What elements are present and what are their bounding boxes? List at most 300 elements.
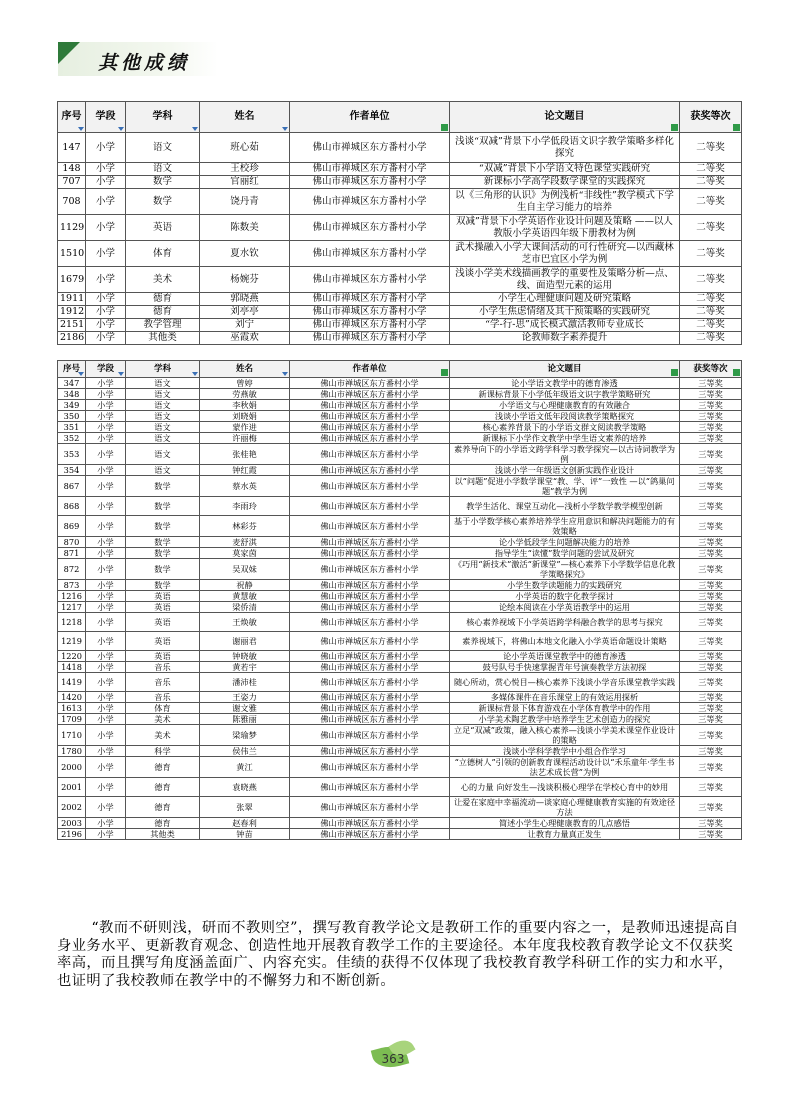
cell-stage: 小学 — [86, 241, 126, 267]
cell-title: 新课标背景下小学低年级语文识字教学策略研究 — [450, 389, 680, 400]
cell-award: 三等奖 — [680, 651, 742, 662]
col-award[interactable]: 获奖等次 — [680, 102, 742, 133]
table-row — [58, 591, 742, 602]
cell-stage: 小学 — [86, 378, 126, 389]
table-row — [58, 757, 742, 778]
cell-unit: 佛山市禅城区东方番村小学 — [290, 176, 450, 189]
cell-seq: 2002 — [58, 797, 86, 818]
cell-unit: 佛山市禅城区东方番村小学 — [290, 559, 450, 580]
cell-unit: 佛山市禅城区东方番村小学 — [290, 306, 450, 319]
cell-title: 让爱在家庭中幸福流动—谈家庭心理健康教育实施的有效途径方法 — [450, 797, 680, 818]
cell-seq: 870 — [58, 537, 86, 548]
cell-subject: 数学 — [126, 176, 200, 189]
cell-stage: 小学 — [86, 176, 126, 189]
cell-stage: 小学 — [86, 673, 126, 692]
filter-arrow-icon[interactable] — [78, 127, 84, 131]
cell-seq: 148 — [58, 163, 86, 176]
table-row — [58, 389, 742, 400]
cell-subject: 音乐 — [126, 662, 200, 673]
cell-subject: 英语 — [126, 632, 200, 651]
cell-stage: 小学 — [86, 411, 126, 422]
cell-subject: 德育 — [126, 797, 200, 818]
cell-title: “学-行-思”成长模式激活教师专业成长 — [450, 319, 680, 332]
cell-award: 三等奖 — [680, 778, 742, 797]
page-number-badge — [371, 1040, 421, 1080]
cell-stage: 小学 — [86, 613, 126, 632]
table-row — [58, 241, 742, 267]
cell-subject: 语文 — [126, 378, 200, 389]
cell-title: 论小学英语课堂教学中的德育渗透 — [450, 651, 680, 662]
cell-unit: 佛山市禅城区东方番村小学 — [290, 778, 450, 797]
cell-name: 莫家茵 — [200, 548, 290, 559]
cell-award: 二等奖 — [680, 306, 742, 319]
cell-subject: 其他类 — [126, 332, 200, 345]
cell-subject: 数学 — [126, 189, 200, 215]
cell-award: 二等奖 — [680, 267, 742, 293]
cell-stage: 小学 — [86, 746, 126, 757]
cell-name: 曾婷 — [200, 378, 290, 389]
cell-award: 三等奖 — [680, 476, 742, 497]
cell-seq: 1912 — [58, 306, 86, 319]
cell-unit: 佛山市禅城区东方番村小学 — [290, 497, 450, 516]
cell-title: 论绘本阅读在小学英语教学中的运用 — [450, 602, 680, 613]
cell-subject: 英语 — [126, 602, 200, 613]
col-seq[interactable]: 序号 — [58, 102, 86, 133]
cell-title: 小学英语的数字化教学探讨 — [450, 591, 680, 602]
cell-subject: 数学 — [126, 497, 200, 516]
table-row — [58, 332, 742, 345]
filter-active-icon[interactable] — [733, 124, 740, 131]
col-title[interactable]: 论文题目 — [450, 102, 680, 133]
cell-name: 巫霞欢 — [200, 332, 290, 345]
table-row — [58, 602, 742, 613]
cell-unit: 佛山市禅城区东方番村小学 — [290, 293, 450, 306]
cell-unit: 佛山市禅城区东方番村小学 — [290, 613, 450, 632]
cell-unit: 佛山市禅城区东方番村小学 — [290, 692, 450, 703]
table-row — [58, 714, 742, 725]
table-row — [58, 725, 742, 746]
cell-seq: 1129 — [58, 215, 86, 241]
cell-name: 谢文雅 — [200, 703, 290, 714]
cell-unit: 佛山市禅城区东方番村小学 — [290, 241, 450, 267]
filter-arrow-icon[interactable] — [118, 127, 124, 131]
cell-subject: 教学管理 — [126, 319, 200, 332]
cell-award: 三等奖 — [680, 818, 742, 829]
filter-active-icon[interactable] — [441, 124, 448, 131]
cell-title: 论小学语文教学中的德育渗透 — [450, 378, 680, 389]
cell-stage: 小学 — [86, 651, 126, 662]
table-row — [58, 400, 742, 411]
cell-unit: 佛山市禅城区东方番村小学 — [290, 319, 450, 332]
cell-subject: 科学 — [126, 746, 200, 757]
cell-name: 梁侨清 — [200, 602, 290, 613]
cell-seq: 1218 — [58, 613, 86, 632]
cell-subject: 英语 — [126, 591, 200, 602]
table-row — [58, 778, 742, 797]
col-subject[interactable]: 学科 — [126, 361, 200, 378]
cell-award: 二等奖 — [680, 215, 742, 241]
filter-arrow-icon[interactable] — [118, 372, 124, 376]
table-row — [58, 516, 742, 537]
cell-unit: 佛山市禅城区东方番村小学 — [290, 163, 450, 176]
table-row — [58, 692, 742, 703]
cell-title: 新课标下小学作文教学中学生语文素养的培养 — [450, 433, 680, 444]
cell-seq: 354 — [58, 465, 86, 476]
cell-seq: 1216 — [58, 591, 86, 602]
cell-subject: 英语 — [126, 651, 200, 662]
cell-subject: 语文 — [126, 133, 200, 163]
table-row — [58, 476, 742, 497]
cell-title: 心的力量 向好发生—浅谈积极心理学在学校心育中的妙用 — [450, 778, 680, 797]
table-row — [58, 411, 742, 422]
cell-subject: 语文 — [126, 465, 200, 476]
cell-award: 三等奖 — [680, 537, 742, 548]
cell-unit: 佛山市禅城区东方番村小学 — [290, 267, 450, 293]
filter-active-icon[interactable] — [671, 369, 678, 376]
table-row — [58, 163, 742, 176]
cell-title: 以《三角形的认识》为例浅析“非线性”教学模式下学生自主学习能力的培养 — [450, 189, 680, 215]
cell-seq: 1911 — [58, 293, 86, 306]
cell-stage: 小学 — [86, 714, 126, 725]
cell-title: 浅谈小学美术线描画教学的重要性及策略分析—点、线、面造型元素的运用 — [450, 267, 680, 293]
table-header-row — [58, 102, 742, 133]
filter-arrow-icon[interactable] — [192, 372, 198, 376]
cell-stage: 小学 — [86, 465, 126, 476]
col-title[interactable]: 论文题目 — [450, 361, 680, 378]
col-unit[interactable]: 作者单位 — [290, 102, 450, 133]
col-seq[interactable]: 序号 — [58, 361, 86, 378]
cell-unit: 佛山市禅城区东方番村小学 — [290, 537, 450, 548]
cell-title: 指导学生“读懂”数学问题的尝试及研究 — [450, 548, 680, 559]
cell-title: “双减”背景下小学语文特色课堂实践研究 — [450, 163, 680, 176]
filter-arrow-icon[interactable] — [282, 372, 288, 376]
cell-award: 二等奖 — [680, 163, 742, 176]
cell-unit: 佛山市禅城区东方番村小学 — [290, 516, 450, 537]
section-banner — [58, 42, 218, 76]
cell-name: 钟晓敏 — [200, 651, 290, 662]
cell-award: 三等奖 — [680, 602, 742, 613]
cell-seq: 2186 — [58, 332, 86, 345]
cell-stage: 小学 — [86, 433, 126, 444]
cell-stage: 小学 — [86, 757, 126, 778]
cell-award: 三等奖 — [680, 411, 742, 422]
cell-award: 三等奖 — [680, 378, 742, 389]
cell-stage: 小学 — [86, 189, 126, 215]
cell-stage: 小学 — [86, 133, 126, 163]
cell-seq: 1217 — [58, 602, 86, 613]
cell-award: 三等奖 — [680, 497, 742, 516]
cell-unit: 佛山市禅城区东方番村小学 — [290, 465, 450, 476]
cell-seq: 869 — [58, 516, 86, 537]
cell-stage: 小学 — [86, 163, 126, 176]
cell-seq: 1219 — [58, 632, 86, 651]
cell-award: 三等奖 — [680, 591, 742, 602]
cell-seq: 1679 — [58, 267, 86, 293]
cell-subject: 音乐 — [126, 673, 200, 692]
table-row — [58, 378, 742, 389]
cell-name: 侯伟兰 — [200, 746, 290, 757]
cell-name: 祝静 — [200, 580, 290, 591]
cell-name: 钟红霞 — [200, 465, 290, 476]
cell-subject: 德育 — [126, 757, 200, 778]
cell-seq: 347 — [58, 378, 86, 389]
cell-subject: 语文 — [126, 400, 200, 411]
filter-active-icon[interactable] — [671, 124, 678, 131]
cell-seq: 708 — [58, 189, 86, 215]
cell-subject: 美术 — [126, 725, 200, 746]
cell-title: 新课标小学高学段数学课堂的实践探究 — [450, 176, 680, 189]
cell-title: 新课标背景下体育游戏在小学体育教学中的作用 — [450, 703, 680, 714]
cell-name: 黄若宇 — [200, 662, 290, 673]
cell-award: 三等奖 — [680, 613, 742, 632]
table-row — [58, 548, 742, 559]
cell-seq: 868 — [58, 497, 86, 516]
cell-title: 论教师数字素养提升 — [450, 332, 680, 345]
table-header-row — [58, 361, 742, 378]
section-title: 其他成绩 — [98, 52, 191, 74]
cell-title: 小学生心理健康问题及研究策略 — [450, 293, 680, 306]
cell-name: 梁瑜梦 — [200, 725, 290, 746]
cell-unit: 佛山市禅城区东方番村小学 — [290, 757, 450, 778]
col-stage[interactable]: 学段 — [86, 102, 126, 133]
cell-title: “立德树人”引领的创新教育课程活动设计以“禾乐童年·学生书法艺术成长营”为例 — [450, 757, 680, 778]
cell-award: 三等奖 — [680, 516, 742, 537]
cell-name: 赵春利 — [200, 818, 290, 829]
col-subject[interactable]: 学科 — [126, 102, 200, 133]
cell-award: 二等奖 — [680, 241, 742, 267]
filter-active-icon[interactable] — [733, 369, 740, 376]
cell-name: 钟苗 — [200, 829, 290, 840]
table-row — [58, 703, 742, 714]
filter-active-icon[interactable] — [441, 369, 448, 376]
cell-seq: 707 — [58, 176, 86, 189]
cell-stage: 小学 — [86, 797, 126, 818]
cell-title: 小学美术陶艺教学中培养学生艺术创造力的探究 — [450, 714, 680, 725]
cell-award: 三等奖 — [680, 829, 742, 840]
cell-seq: 1510 — [58, 241, 86, 267]
cell-award: 二等奖 — [680, 332, 742, 345]
cell-title: 双减”背景下小学英语作业设计问题及策略 ——以人教版小学英语四年级下册教材为例 — [450, 215, 680, 241]
cell-stage: 小学 — [86, 662, 126, 673]
table-row — [58, 651, 742, 662]
cell-unit: 佛山市禅城区东方番村小学 — [290, 433, 450, 444]
cell-name: 王姿力 — [200, 692, 290, 703]
cell-award: 三等奖 — [680, 703, 742, 714]
cell-subject: 语文 — [126, 422, 200, 433]
cell-unit: 佛山市禅城区东方番村小学 — [290, 389, 450, 400]
table-row — [58, 433, 742, 444]
cell-title: 《巧用“新技术”激活“新课堂”—核心素养下小学数学信息化教学策略探究》 — [450, 559, 680, 580]
cell-seq: 871 — [58, 548, 86, 559]
cell-unit: 佛山市禅城区东方番村小学 — [290, 602, 450, 613]
cell-name: 王校珍 — [200, 163, 290, 176]
cell-title: 让教育力量真正发生 — [450, 829, 680, 840]
cell-unit: 佛山市禅城区东方番村小学 — [290, 632, 450, 651]
table-row — [58, 497, 742, 516]
cell-title: 浅谈小学科学教学中小组合作学习 — [450, 746, 680, 757]
col-name[interactable]: 姓名 — [200, 102, 290, 133]
cell-seq: 353 — [58, 444, 86, 465]
cell-seq: 873 — [58, 580, 86, 591]
cell-stage: 小学 — [86, 580, 126, 591]
cell-seq: 2196 — [58, 829, 86, 840]
cell-subject: 数学 — [126, 516, 200, 537]
table-row — [58, 673, 742, 692]
table-row — [58, 613, 742, 632]
cell-subject: 美术 — [126, 714, 200, 725]
cell-unit: 佛山市禅城区东方番村小学 — [290, 591, 450, 602]
cell-subject: 德育 — [126, 818, 200, 829]
cell-subject: 数学 — [126, 476, 200, 497]
cell-title: 教学生活化、课堂互动化—浅析小学数学教学模型创新 — [450, 497, 680, 516]
cell-name: 班心茹 — [200, 133, 290, 163]
table-row — [58, 632, 742, 651]
cell-name: 谢丽君 — [200, 632, 290, 651]
cell-subject: 英语 — [126, 613, 200, 632]
cell-seq: 349 — [58, 400, 86, 411]
cell-unit: 佛山市禅城区东方番村小学 — [290, 725, 450, 746]
filter-arrow-icon[interactable] — [192, 127, 198, 131]
summary-text: “教而不研则浅，研而不教则空”，撰写教育教学论文是教研工作的重要内容之一，是教师迅速提高自身业务水平、更新教育观念、创造性地开展教育教学工作的主要途径。本年度我校教育教学论文不仅获奖率高，而且撰写角度涵盖面广、内容充实。佳绩的获得不仅体现了我校教育教学科研工作的实力和水平，也证明了我校教师在教学中的不懈努力和不断创新。 — [57, 920, 739, 989]
table-row — [58, 189, 742, 215]
cell-name: 麦舒淇 — [200, 537, 290, 548]
cell-award: 三等奖 — [680, 559, 742, 580]
table-row — [58, 267, 742, 293]
cell-seq: 348 — [58, 389, 86, 400]
cell-stage: 小学 — [86, 559, 126, 580]
cell-subject: 德育 — [126, 778, 200, 797]
cell-title: 基于小学数学核心素养培养学生应用意识和解决问题能力的有效策略 — [450, 516, 680, 537]
cell-name: 黄慧敏 — [200, 591, 290, 602]
cell-unit: 佛山市禅城区东方番村小学 — [290, 411, 450, 422]
cell-name: 杨婉芬 — [200, 267, 290, 293]
cell-title: 以“问题”促进小学数学课堂“教、学、评”一致性 —以“鸽巢问题”教学为例 — [450, 476, 680, 497]
cell-seq: 1710 — [58, 725, 86, 746]
cell-name: 官丽红 — [200, 176, 290, 189]
cell-award: 三等奖 — [680, 632, 742, 651]
cell-name: 蔡水英 — [200, 476, 290, 497]
table-body — [58, 378, 742, 840]
cell-name: 刘宁 — [200, 319, 290, 332]
cell-award: 三等奖 — [680, 465, 742, 476]
cell-subject: 数学 — [126, 559, 200, 580]
cell-award: 三等奖 — [680, 389, 742, 400]
cell-stage: 小学 — [86, 306, 126, 319]
cell-award: 三等奖 — [680, 580, 742, 591]
cell-award: 三等奖 — [680, 400, 742, 411]
cell-title: 核心素养视域下小学英语跨学科融合教学的思考与探究 — [450, 613, 680, 632]
cell-stage: 小学 — [86, 548, 126, 559]
cell-unit: 佛山市禅城区东方番村小学 — [290, 476, 450, 497]
cell-award: 二等奖 — [680, 293, 742, 306]
cell-award: 三等奖 — [680, 673, 742, 692]
cell-stage: 小学 — [86, 422, 126, 433]
col-stage[interactable]: 学段 — [86, 361, 126, 378]
cell-seq: 351 — [58, 422, 86, 433]
table-row — [58, 465, 742, 476]
cell-name: 夏水钦 — [200, 241, 290, 267]
cell-subject: 其他类 — [126, 829, 200, 840]
cell-stage: 小学 — [86, 476, 126, 497]
cell-subject: 语文 — [126, 163, 200, 176]
cell-title: 素养视域下，将佛山本地文化融入小学英语命题设计策略 — [450, 632, 680, 651]
cell-seq: 1420 — [58, 692, 86, 703]
cell-unit: 佛山市禅城区东方番村小学 — [290, 829, 450, 840]
cell-seq: 2001 — [58, 778, 86, 797]
cell-title: 随心所动，赏心悦目—核心素养下浅谈小学音乐课堂教学实践 — [450, 673, 680, 692]
col-award[interactable]: 获奖等次 — [680, 361, 742, 378]
banner-corner-decoration — [58, 42, 80, 64]
cell-seq: 872 — [58, 559, 86, 580]
table-body — [58, 133, 742, 345]
cell-stage: 小学 — [86, 632, 126, 651]
cell-seq: 147 — [58, 133, 86, 163]
table-row — [58, 176, 742, 189]
cell-stage: 小学 — [86, 692, 126, 703]
summary-paragraph — [57, 920, 747, 990]
cell-title: 论小学低段学生问题解决能力的培养 — [450, 537, 680, 548]
cell-award: 二等奖 — [680, 189, 742, 215]
table-row — [58, 580, 742, 591]
filter-arrow-icon[interactable] — [78, 372, 84, 376]
cell-unit: 佛山市禅城区东方番村小学 — [290, 444, 450, 465]
cell-subject: 语文 — [126, 444, 200, 465]
cell-unit: 佛山市禅城区东方番村小学 — [290, 215, 450, 241]
cell-name: 王焕敏 — [200, 613, 290, 632]
cell-subject: 音乐 — [126, 692, 200, 703]
cell-subject: 语文 — [126, 411, 200, 422]
cell-award: 三等奖 — [680, 433, 742, 444]
cell-seq: 2003 — [58, 818, 86, 829]
cell-award: 三等奖 — [680, 746, 742, 757]
cell-unit: 佛山市禅城区东方番村小学 — [290, 548, 450, 559]
col-name[interactable]: 姓名 — [200, 361, 290, 378]
table-row — [58, 818, 742, 829]
cell-award: 三等奖 — [680, 714, 742, 725]
filter-arrow-icon[interactable] — [282, 127, 288, 131]
cell-subject: 数学 — [126, 548, 200, 559]
cell-stage: 小学 — [86, 389, 126, 400]
col-unit[interactable]: 作者单位 — [290, 361, 450, 378]
cell-stage: 小学 — [86, 537, 126, 548]
cell-stage: 小学 — [86, 293, 126, 306]
cell-name: 刘晓娟 — [200, 411, 290, 422]
table-row — [58, 829, 742, 840]
cell-unit: 佛山市禅城区东方番村小学 — [290, 378, 450, 389]
cell-title: 武术操融入小学大课间活动的可行性研究—以西藏林芝市巴宜区小学为例 — [450, 241, 680, 267]
cell-award: 三等奖 — [680, 692, 742, 703]
cell-stage: 小学 — [86, 400, 126, 411]
cell-unit: 佛山市禅城区东方番村小学 — [290, 746, 450, 757]
cell-title: 立足“双减”政策，融入核心素养—浅谈小学美术课堂作业设计的策略 — [450, 725, 680, 746]
cell-subject: 美术 — [126, 267, 200, 293]
table-row — [58, 662, 742, 673]
cell-seq: 2000 — [58, 757, 86, 778]
cell-unit: 佛山市禅城区东方番村小学 — [290, 714, 450, 725]
cell-name: 吴双妹 — [200, 559, 290, 580]
cell-subject: 德育 — [126, 293, 200, 306]
cell-seq: 1613 — [58, 703, 86, 714]
award-table-third-prize — [57, 360, 742, 840]
cell-award: 三等奖 — [680, 757, 742, 778]
cell-award: 二等奖 — [680, 133, 742, 163]
cell-name: 林彩芬 — [200, 516, 290, 537]
cell-unit: 佛山市禅城区东方番村小学 — [290, 133, 450, 163]
cell-name: 李秋娟 — [200, 400, 290, 411]
cell-stage: 小学 — [86, 818, 126, 829]
cell-stage: 小学 — [86, 829, 126, 840]
cell-stage: 小学 — [86, 602, 126, 613]
